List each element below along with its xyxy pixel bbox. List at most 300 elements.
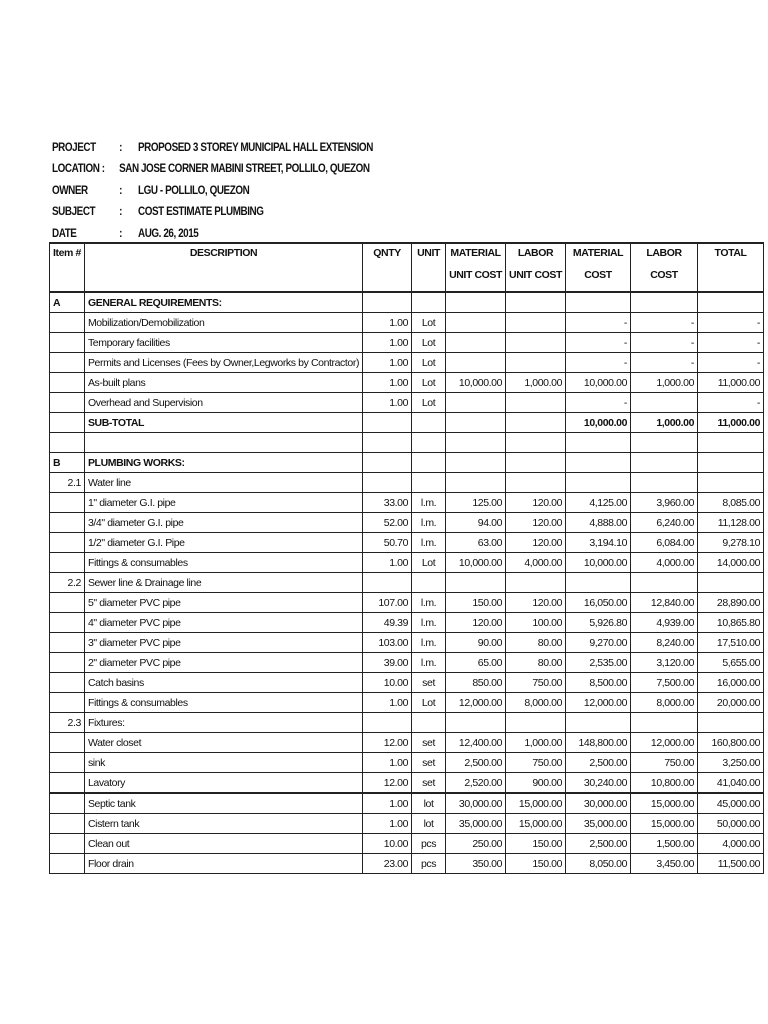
cell-unit: lot [412, 814, 446, 834]
cell-labor-cost: 10,800.00 [631, 773, 698, 794]
colon: : [119, 184, 122, 197]
cell-qnty [363, 292, 412, 313]
cell-total: 160,800.00 [698, 733, 764, 753]
cell-material-cost: 2,500.00 [566, 834, 631, 854]
cell-material-unit-cost: 12,000.00 [446, 693, 506, 713]
cell-unit: pcs [412, 854, 446, 874]
cell-labor-cost: 4,000.00 [631, 553, 698, 573]
cell-labor-cost: - [631, 313, 698, 333]
cell-material-cost: 35,000.00 [566, 814, 631, 834]
cell-labor-unit-cost [506, 573, 566, 593]
cell-material-cost: 5,926.80 [566, 613, 631, 633]
cell-total: 16,000.00 [698, 673, 764, 693]
colon: : [119, 206, 122, 219]
cell-material-cost: 4,125.00 [566, 493, 631, 513]
table-row [50, 333, 764, 353]
cell-total: - [698, 333, 764, 353]
cell-unit: Lot [412, 333, 446, 353]
table-row [50, 493, 764, 513]
cell-qnty: 1.00 [363, 793, 412, 814]
cell-labor-unit-cost [506, 313, 566, 333]
cell-material-cost [566, 473, 631, 493]
cell-item [50, 814, 85, 834]
cell-qnty: 23.00 [363, 854, 412, 874]
cell-unit: Lot [412, 393, 446, 413]
cell-total: 9,278.10 [698, 533, 764, 553]
cell-qnty: 1.00 [363, 393, 412, 413]
cell-item: A [50, 292, 85, 313]
cell-labor-unit-cost [506, 713, 566, 733]
cell-item [50, 373, 85, 393]
cell-description: 3/4" diameter G.I. pipe [84, 513, 362, 533]
cell-item [50, 553, 85, 573]
cell-labor-cost: 12,840.00 [631, 593, 698, 613]
cell-item [50, 413, 85, 433]
table-row [50, 713, 764, 733]
document-header [52, 138, 373, 245]
table-row [50, 473, 764, 493]
cell-material-cost: 8,050.00 [566, 854, 631, 874]
cell-item [50, 653, 85, 673]
col-description: DESCRIPTION [84, 243, 362, 267]
cell-material-unit-cost: 125.00 [446, 493, 506, 513]
cell-description: Cistern tank [84, 814, 362, 834]
cell-material-cost [566, 433, 631, 453]
cell-unit [412, 413, 446, 433]
cell-total: 11,000.00 [698, 373, 764, 393]
cell-item: 2.3 [50, 713, 85, 733]
cell-unit [412, 433, 446, 453]
cost-estimate-table [49, 242, 764, 874]
cell-material-cost: 148,800.00 [566, 733, 631, 753]
cell-labor-cost: 6,084.00 [631, 533, 698, 553]
cell-labor-unit-cost [506, 413, 566, 433]
cell-total [698, 713, 764, 733]
cell-total: 28,890.00 [698, 593, 764, 613]
cell-labor-unit-cost: 150.00 [506, 854, 566, 874]
cell-description: Clean out [84, 834, 362, 854]
cell-total [698, 433, 764, 453]
table-row [50, 753, 764, 773]
col-labor-unit-cost-2: UNIT COST [506, 267, 566, 292]
cell-material-cost [566, 453, 631, 473]
cell-qnty: 107.00 [363, 593, 412, 613]
subject-label: SUBJECT [52, 206, 96, 219]
cell-qnty: 1.00 [363, 693, 412, 713]
cell-material-cost: 12,000.00 [566, 693, 631, 713]
cell-description: Mobilization/Demobilization [84, 313, 362, 333]
cell-qnty [363, 453, 412, 473]
cell-labor-cost: 4,939.00 [631, 613, 698, 633]
table-row [50, 413, 764, 433]
cell-unit: Lot [412, 373, 446, 393]
cell-material-unit-cost [446, 313, 506, 333]
table-row [50, 633, 764, 653]
cell-labor-cost: - [631, 353, 698, 373]
cell-description: As-built plans [84, 373, 362, 393]
cell-description: PLUMBING WORKS: [84, 453, 362, 473]
project-label: PROJECT [52, 142, 96, 154]
table-row [50, 313, 764, 333]
cell-unit [412, 573, 446, 593]
table-row [50, 854, 764, 874]
cell-qnty: 50.70 [363, 533, 412, 553]
cell-total: 5,655.00 [698, 653, 764, 673]
table-row [50, 593, 764, 613]
cell-material-cost [566, 713, 631, 733]
cell-material-unit-cost: 850.00 [446, 673, 506, 693]
cell-labor-cost: - [631, 333, 698, 353]
cell-labor-unit-cost [506, 353, 566, 373]
cell-qnty [363, 433, 412, 453]
cell-description: Septic tank [84, 793, 362, 814]
cell-material-cost: 30,000.00 [566, 793, 631, 814]
col-material-unit-cost-2: UNIT COST [446, 267, 506, 292]
table-row [50, 292, 764, 313]
cell-labor-cost: 7,500.00 [631, 673, 698, 693]
cell-description: SUB-TOTAL [84, 413, 362, 433]
cell-description [84, 433, 362, 453]
cell-labor-cost: 3,120.00 [631, 653, 698, 673]
cell-labor-cost [631, 453, 698, 473]
cell-qnty: 49.39 [363, 613, 412, 633]
owner-label: OWNER [52, 184, 88, 197]
cell-description: sink [84, 753, 362, 773]
cell-description: Fittings & consumables [84, 693, 362, 713]
subject-line [52, 202, 373, 223]
cell-unit: set [412, 673, 446, 693]
cell-material-unit-cost: 2,500.00 [446, 753, 506, 773]
cell-labor-unit-cost: 750.00 [506, 673, 566, 693]
cell-item [50, 333, 85, 353]
cell-material-unit-cost: 10,000.00 [446, 553, 506, 573]
cell-qnty: 1.00 [363, 353, 412, 373]
cell-total: 50,000.00 [698, 814, 764, 834]
table-row [50, 814, 764, 834]
cell-material-unit-cost: 65.00 [446, 653, 506, 673]
cell-qnty [363, 473, 412, 493]
cell-material-unit-cost: 350.00 [446, 854, 506, 874]
cell-description: 4" diameter PVC pipe [84, 613, 362, 633]
cell-item [50, 533, 85, 553]
table-body [50, 292, 764, 874]
colon: : [119, 227, 122, 240]
col-item-2 [50, 267, 85, 292]
cell-labor-cost: 8,240.00 [631, 633, 698, 653]
cell-labor-cost: 1,000.00 [631, 373, 698, 393]
cell-item: 2.2 [50, 573, 85, 593]
cell-material-unit-cost [446, 573, 506, 593]
location-label: LOCATION : [52, 163, 105, 176]
cell-qnty: 33.00 [363, 493, 412, 513]
cell-material-unit-cost [446, 433, 506, 453]
cell-material-unit-cost: 120.00 [446, 613, 506, 633]
cell-item [50, 854, 85, 874]
cell-total [698, 453, 764, 473]
cell-material-unit-cost: 10,000.00 [446, 373, 506, 393]
cell-qnty [363, 413, 412, 433]
cell-material-unit-cost [446, 713, 506, 733]
col-qnty: QNTY [363, 243, 412, 267]
cell-labor-unit-cost: 80.00 [506, 633, 566, 653]
cell-material-cost: 10,000.00 [566, 373, 631, 393]
cell-material-unit-cost: 250.00 [446, 834, 506, 854]
cell-material-cost: - [566, 313, 631, 333]
cell-labor-unit-cost: 4,000.00 [506, 553, 566, 573]
cell-unit: Lot [412, 353, 446, 373]
cell-labor-cost: 1,500.00 [631, 834, 698, 854]
cell-total: 14,000.00 [698, 553, 764, 573]
cell-item: B [50, 453, 85, 473]
cell-unit: Lot [412, 693, 446, 713]
cell-labor-unit-cost: 100.00 [506, 613, 566, 633]
cell-unit: set [412, 733, 446, 753]
col-labor-unit-cost: LABOR [506, 243, 566, 267]
cell-description: 1/2" diameter G.I. Pipe [84, 533, 362, 553]
cell-material-unit-cost [446, 453, 506, 473]
project-value: PROPOSED 3 STOREY MUNICIPAL HALL EXTENSION [138, 142, 373, 154]
cell-description: Permits and Licenses (Fees by Owner,Legworks by Contractor) [84, 353, 362, 373]
cell-material-cost: 3,194.10 [566, 533, 631, 553]
cell-description: 5" diameter PVC pipe [84, 593, 362, 613]
cell-unit [412, 713, 446, 733]
col-total-2 [698, 267, 764, 292]
cell-item [50, 834, 85, 854]
cell-item [50, 673, 85, 693]
cell-item [50, 353, 85, 373]
cell-labor-cost [631, 473, 698, 493]
cell-qnty: 52.00 [363, 513, 412, 533]
cell-material-unit-cost: 35,000.00 [446, 814, 506, 834]
cell-unit: l.m. [412, 613, 446, 633]
cell-total: 8,085.00 [698, 493, 764, 513]
cell-qnty: 10.00 [363, 673, 412, 693]
cell-item [50, 433, 85, 453]
col-qnty-2 [363, 267, 412, 292]
cell-qnty: 10.00 [363, 834, 412, 854]
cell-unit: lot [412, 793, 446, 814]
cell-labor-unit-cost: 15,000.00 [506, 793, 566, 814]
cell-unit: set [412, 773, 446, 794]
table-row [50, 773, 764, 794]
cell-item [50, 613, 85, 633]
cell-labor-unit-cost [506, 473, 566, 493]
cell-total: 11,128.00 [698, 513, 764, 533]
cell-description: 1" diameter G.I. pipe [84, 493, 362, 513]
col-unit-2 [412, 267, 446, 292]
cell-qnty: 1.00 [363, 333, 412, 353]
cell-labor-unit-cost [506, 453, 566, 473]
cell-item [50, 793, 85, 814]
cell-description: 3" diameter PVC pipe [84, 633, 362, 653]
table-row [50, 393, 764, 413]
project-line [52, 138, 373, 159]
cell-qnty: 1.00 [363, 753, 412, 773]
cell-material-unit-cost: 30,000.00 [446, 793, 506, 814]
cell-labor-unit-cost: 8,000.00 [506, 693, 566, 713]
cell-qnty [363, 573, 412, 593]
cell-material-cost: 2,535.00 [566, 653, 631, 673]
cell-description: GENERAL REQUIREMENTS: [84, 292, 362, 313]
cell-unit [412, 292, 446, 313]
location-line [52, 159, 373, 180]
cell-material-unit-cost [446, 393, 506, 413]
cell-labor-cost: 3,960.00 [631, 493, 698, 513]
table-row [50, 433, 764, 453]
cell-qnty: 1.00 [363, 553, 412, 573]
table-row [50, 613, 764, 633]
col-labor-cost: LABOR [631, 243, 698, 267]
cell-labor-unit-cost: 120.00 [506, 513, 566, 533]
cell-material-unit-cost [446, 413, 506, 433]
table-row [50, 553, 764, 573]
cell-description: Fittings & consumables [84, 553, 362, 573]
cell-labor-cost: 1,000.00 [631, 413, 698, 433]
cell-description: Fixtures: [84, 713, 362, 733]
cell-total [698, 292, 764, 313]
cell-material-unit-cost: 2,520.00 [446, 773, 506, 794]
cell-material-unit-cost [446, 292, 506, 313]
cell-labor-unit-cost: 120.00 [506, 533, 566, 553]
col-total: TOTAL [698, 243, 764, 267]
cell-material-cost [566, 292, 631, 313]
cell-total: 11,500.00 [698, 854, 764, 874]
cell-labor-cost [631, 573, 698, 593]
table-row [50, 733, 764, 753]
cell-labor-unit-cost: 120.00 [506, 593, 566, 613]
cell-total: - [698, 353, 764, 373]
cell-item [50, 753, 85, 773]
cell-labor-unit-cost: 1,000.00 [506, 373, 566, 393]
cell-material-unit-cost: 150.00 [446, 593, 506, 613]
cell-unit: l.m. [412, 633, 446, 653]
cell-item [50, 313, 85, 333]
cell-material-cost: - [566, 333, 631, 353]
col-item: Item # [50, 243, 85, 267]
cell-labor-cost: 750.00 [631, 753, 698, 773]
cell-labor-unit-cost [506, 433, 566, 453]
cell-labor-unit-cost: 1,000.00 [506, 733, 566, 753]
table-row [50, 353, 764, 373]
cell-material-unit-cost: 12,400.00 [446, 733, 506, 753]
cell-material-cost: 10,000.00 [566, 413, 631, 433]
cell-labor-unit-cost: 80.00 [506, 653, 566, 673]
cell-qnty: 1.00 [363, 313, 412, 333]
cell-description: Catch basins [84, 673, 362, 693]
table-row [50, 453, 764, 473]
cell-description: Lavatory [84, 773, 362, 794]
cell-labor-cost: 15,000.00 [631, 814, 698, 834]
table-row [50, 653, 764, 673]
cell-total [698, 573, 764, 593]
cell-material-unit-cost [446, 333, 506, 353]
col-unit: UNIT [412, 243, 446, 267]
cell-labor-cost: 3,450.00 [631, 854, 698, 874]
cell-labor-unit-cost [506, 333, 566, 353]
cell-unit: set [412, 753, 446, 773]
cell-description: Floor drain [84, 854, 362, 874]
cell-item: 2.1 [50, 473, 85, 493]
cell-material-cost [566, 573, 631, 593]
cell-qnty: 103.00 [363, 633, 412, 653]
cell-qnty: 39.00 [363, 653, 412, 673]
cell-labor-unit-cost: 150.00 [506, 834, 566, 854]
cell-material-unit-cost [446, 473, 506, 493]
table-row [50, 693, 764, 713]
cell-item [50, 633, 85, 653]
cell-total [698, 473, 764, 493]
cell-item [50, 733, 85, 753]
table-row [50, 513, 764, 533]
cell-item [50, 513, 85, 533]
table-row [50, 573, 764, 593]
cell-labor-cost: 8,000.00 [631, 693, 698, 713]
cell-item [50, 773, 85, 794]
cell-labor-cost [631, 713, 698, 733]
cell-total: - [698, 313, 764, 333]
cell-description: Temporary facilities [84, 333, 362, 353]
cell-item [50, 393, 85, 413]
table-row [50, 373, 764, 393]
cell-item [50, 493, 85, 513]
table-row [50, 533, 764, 553]
cell-description: Water line [84, 473, 362, 493]
cell-total: 10,865.80 [698, 613, 764, 633]
cell-labor-cost: 12,000.00 [631, 733, 698, 753]
cell-description: Overhead and Supervision [84, 393, 362, 413]
cell-qnty: 12.00 [363, 773, 412, 794]
cell-labor-unit-cost: 900.00 [506, 773, 566, 794]
table-row [50, 673, 764, 693]
cell-description: 2" diameter PVC pipe [84, 653, 362, 673]
cell-material-unit-cost [446, 353, 506, 373]
table-row [50, 834, 764, 854]
cell-item [50, 693, 85, 713]
cell-material-unit-cost: 90.00 [446, 633, 506, 653]
cell-material-cost: 9,270.00 [566, 633, 631, 653]
cell-unit: l.m. [412, 653, 446, 673]
cell-unit [412, 473, 446, 493]
col-material-cost: MATERIAL [566, 243, 631, 267]
cell-labor-cost: 6,240.00 [631, 513, 698, 533]
cell-qnty: 1.00 [363, 814, 412, 834]
cell-material-unit-cost: 94.00 [446, 513, 506, 533]
cell-material-cost: 30,240.00 [566, 773, 631, 794]
cell-total: - [698, 393, 764, 413]
cell-unit: Lot [412, 553, 446, 573]
cell-labor-unit-cost [506, 393, 566, 413]
cell-total: 17,510.00 [698, 633, 764, 653]
cell-material-cost: - [566, 353, 631, 373]
cell-total: 11,000.00 [698, 413, 764, 433]
cell-material-cost: 2,500.00 [566, 753, 631, 773]
date-value: AUG. 26, 2015 [138, 227, 199, 240]
cell-labor-unit-cost: 750.00 [506, 753, 566, 773]
cell-labor-unit-cost: 15,000.00 [506, 814, 566, 834]
cell-material-cost: - [566, 393, 631, 413]
cell-unit: l.m. [412, 493, 446, 513]
cell-material-cost: 10,000.00 [566, 553, 631, 573]
col-material-unit-cost: MATERIAL [446, 243, 506, 267]
cell-material-cost: 16,050.00 [566, 593, 631, 613]
owner-line [52, 181, 373, 202]
cell-item [50, 593, 85, 613]
cell-total: 4,000.00 [698, 834, 764, 854]
subject-value: COST ESTIMATE PLUMBING [138, 206, 264, 219]
cell-qnty: 12.00 [363, 733, 412, 753]
owner-value: LGU - POLLILO, QUEZON [138, 184, 250, 197]
date-label: DATE [52, 227, 77, 240]
